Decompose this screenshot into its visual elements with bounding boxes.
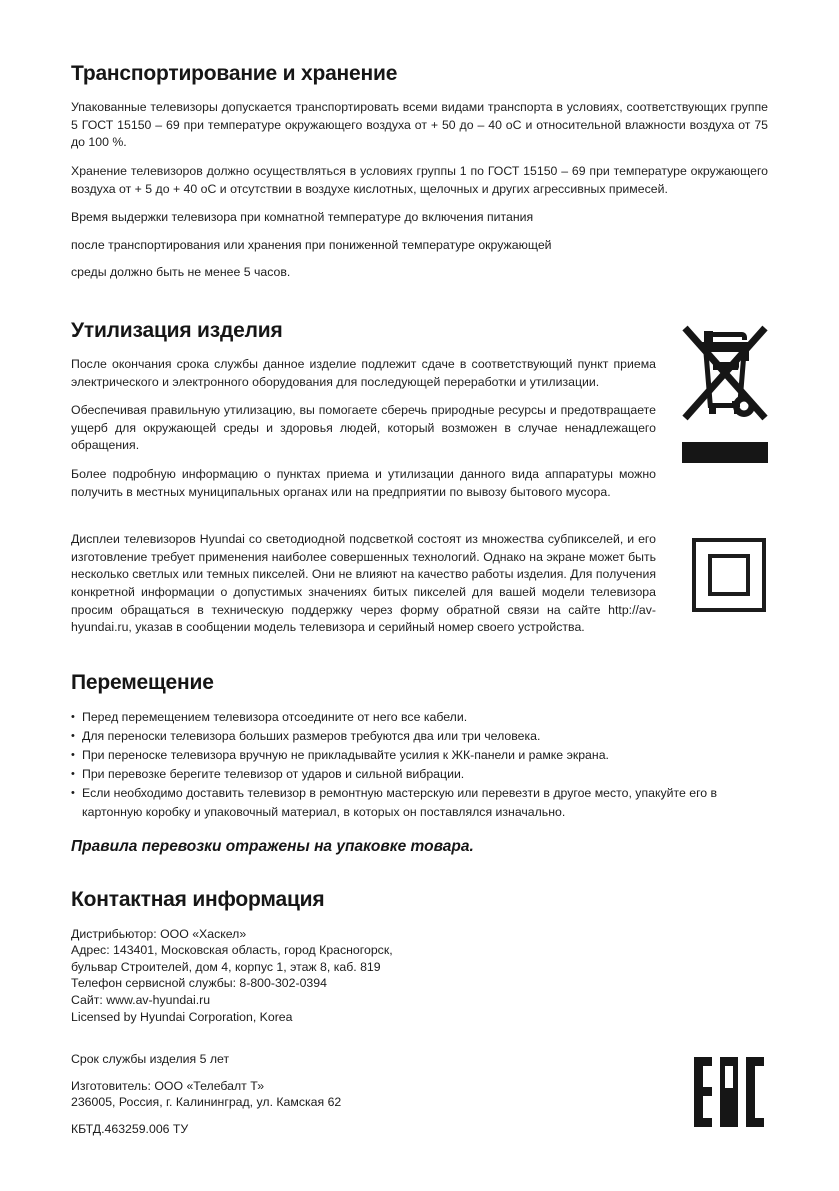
- contact-line-address-1: Адрес: 143401, Московская область, город Красногорск,: [71, 943, 393, 958]
- paragraph-disposal-1: После окончания срока службы данное изделие подлежит сдаче в соответствующий пункт приема электрического и электронного оборудования для последующей переработки и утилизации.: [71, 357, 656, 389]
- section-heading-moving: Перемещение: [71, 670, 214, 694]
- section-contact-information: [71, 888, 768, 1025]
- paragraph-transport-1: Упакованные телевизоры допускается транспортировать всеми видами транспорта в условиях, соответствующих группе 5 ГОСТ 15150 – 69 при температуре окружающего воздуха от + 50 до – 40 оС и относительной влажности воздуха от 75 до 100 %.: [71, 100, 768, 150]
- moving-bullet-list: [71, 708, 768, 822]
- contact-line-distributor: Дистрибьютор: ООО «Хаскел»: [71, 926, 247, 941]
- bullet-text: Если необходимо доставить телевизор в ремонтную мастерскую или перевезти в другое место, упакуйте его в картонную коробку и упаковочный материал, в которых он поставлялся изначально.: [82, 785, 718, 819]
- spacer: [71, 501, 768, 531]
- paragraph-transport-2: Хранение телевизоров должно осуществляться в условиях группы 1 по ГОСТ 15150 – 69 при температуре окружающего воздуха от + 5 до + 40 оС и отсутствии в воздухе кислотных, щелочных и других агрессивных примесей.: [71, 163, 768, 196]
- list-item: [71, 746, 768, 765]
- spacer: [71, 1025, 768, 1051]
- spacer: [71, 292, 768, 319]
- legal-line-manufacturer: Изготовитель: ООО «Телебалт Т»: [71, 1078, 265, 1093]
- moving-emphasis-note: Правила перевозки отражены на упаковке товара.: [71, 837, 474, 855]
- section-pixel-notice: [71, 531, 768, 637]
- paragraph-disposal-3: Более подробную информацию о пунктах приема и утилизации данного вида аппаратуры можно получить в местных муниципальных органах или на предприятии по вывозу бытового мусора.: [71, 467, 656, 499]
- legal-group-service-life: [71, 1051, 768, 1068]
- bullet-text: При переноске телевизора вручную не прикладывайте усилия к ЖК-панели и рамке экрана.: [82, 747, 609, 762]
- contact-line-license: Licensed by Hyundai Corporation, Korea: [71, 1009, 293, 1024]
- paragraph-disposal-2: Обеспечивая правильную утилизацию, вы помогаете сберечь природные ресурсы и предотвращаете ущерб для окружающей среды и здоровья людей, который возможен в случае ненадлежащего обращения.: [71, 403, 656, 453]
- legal-line-spec-code: КБТД.463259.006 ТУ: [71, 1121, 189, 1136]
- contact-details: [71, 926, 768, 1026]
- spacer: [71, 637, 768, 671]
- section-transport-storage: [71, 62, 768, 282]
- disposal-text-column: [71, 356, 656, 501]
- bullet-text: При перевозке берегите телевизор от ударов и сильной вибрации.: [82, 766, 465, 781]
- section-disposal: [71, 319, 768, 501]
- list-item: [71, 765, 768, 784]
- transport-line-3: среды должно быть не менее 5 часов.: [71, 265, 291, 280]
- legal-line-service-life: Срок службы изделия 5 лет: [71, 1052, 230, 1067]
- legal-line-manufacturer-address: 236005, Россия, г. Калининград, ул. Камская 62: [71, 1095, 342, 1110]
- contact-line-website: Сайт: www.av-hyundai.ru: [71, 993, 211, 1007]
- section-heading-transport: Транспортирование и хранение: [71, 62, 398, 85]
- contact-line-address-2: бульвар Строителей, дом 4, корпус 1, этаж 8, каб. 819: [71, 959, 381, 974]
- bullet-text: Перед перемещением телевизора отсоедините от него все кабели.: [82, 709, 468, 724]
- list-item: [71, 727, 768, 746]
- section-heading-disposal: Утилизация изделия: [71, 318, 283, 342]
- list-item: [71, 708, 768, 727]
- eac-conformity-mark-icon: [692, 1053, 768, 1131]
- section-heading-contacts: Контактная информация: [71, 888, 325, 912]
- legal-group-manufacturer: [71, 1078, 768, 1111]
- section-moving: [71, 671, 768, 857]
- list-item: [71, 784, 768, 822]
- black-bar-marking: [682, 442, 768, 463]
- section-legal-information: [71, 1051, 768, 1137]
- class-two-double-insulation-icon: [690, 537, 768, 613]
- paragraph-pixel-notice: Дисплеи телевизоров Hyundai со светодиодной подсветкой состоят из множества субпикселей, и его изготовление требует применения наиболее совершенных технологий. Однако на экране может быть несколько светлых или темных пикселей. Они не влияют на качество работы изделия. Для получения конкретной информации о допустимых значениях битых пикселей для вашей модели телевизора просим обращаться в техническую поддержку через форму обратной связи на сайте http://av-hyundai.ru, указав в сообщении модель телевизора и серийный номер своего устройства.: [71, 532, 656, 635]
- legal-details: [71, 1051, 768, 1137]
- transport-line-1: Время выдержки телевизора при комнатной температуре до включения питания: [71, 210, 534, 225]
- spacer: [71, 856, 768, 888]
- transport-loose-lines: [71, 209, 768, 282]
- bullet-text: Для переноски телевизора больших размеров требуются два или три человека.: [82, 728, 541, 743]
- weee-crossed-out-wheelie-bin-icon: [682, 322, 768, 424]
- page-content: [71, 62, 768, 1138]
- transport-line-2: после транспортирования или хранения при пониженной температуре окружающей: [71, 237, 552, 252]
- legal-group-spec-code: [71, 1121, 768, 1138]
- pixel-text-column: [71, 531, 656, 637]
- contact-line-phone: Телефон сервисной службы: 8-800-302-0394: [71, 976, 327, 991]
